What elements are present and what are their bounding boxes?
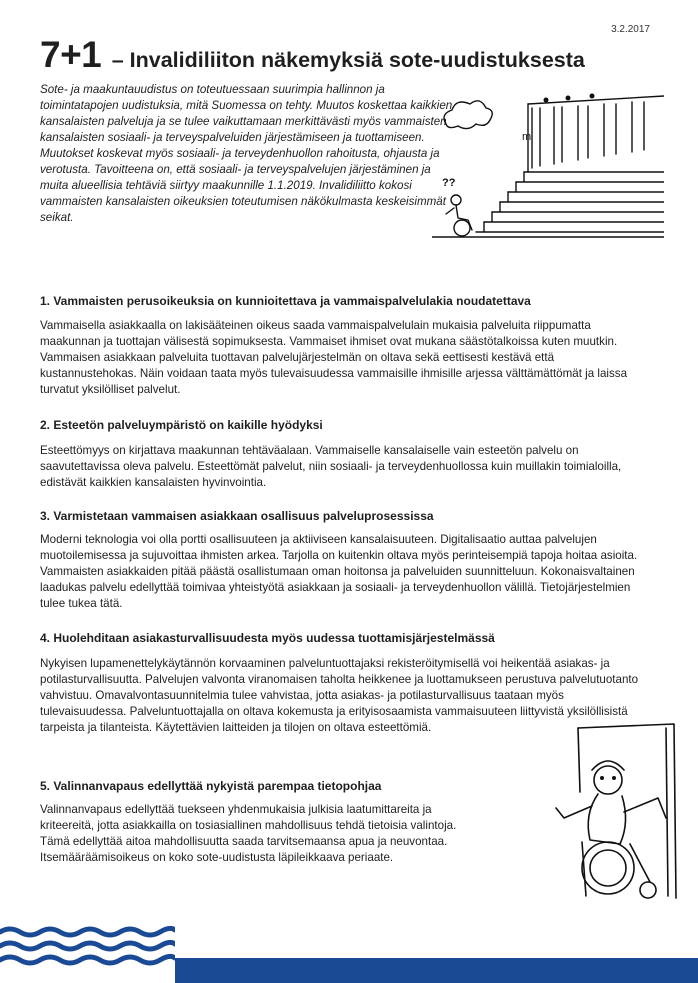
section-2-body: Esteettömyys on kirjattava maakunnan tehtäväalaan. Vammaiselle kansalaiselle vain esteetön palvelu on saavutettavissa oleva palvelu. Esteettömät palvelut, niin sosiaali- ja terveydenhuollossa kuin muillakin toimialoilla, edistävät kaikkien kansalaisten hyvinvointia. — [40, 444, 622, 489]
intro-paragraph: Sote- ja maakuntauudistus on toteutuessaan suurimpia hallinnon ja toimintatapojen uudistuksia, mitä Suomessa on tehty. Muutos koskettaa kaikkien kansalaisten palveluja ja se tulee vaikuttamaan merkittävästi myös vammaisten kansalaisten sosiaali- ja terveyspalveluiden järjestämiseen ja tuottamiseen. Muutokset koskevat myös sosiaali- ja terveydenhuollon rahoitusta, ohjausta ja verotusta. Tavoitteena on, että sosiaali- ja terveyspalvelujen järjestäminen ja muita alueellisia tehtäviä siirtyy maakunnille 1.1.2019. Invalidiliitto kokosi vammaisten kansalaisten oikeuksien toteutumisen näkökulmasta keskeisimmät seikat. — [40, 83, 453, 224]
section-5-body: Valinnanvapaus edellyttää tuekseen yhdenmukaisia julkisia laatumittareita ja kriteereitä, jotta asiakkailla on tosiasiallinen mahdollisuus tehdä tietoisia valintoja. Tämä edellyttää aitoa mahdollisuutta saada tarvitsemaansa apua ja neuvontaa. Itsemääräämisoikeus on koko sote-uudistusta läpileikkaava periaate. — [40, 803, 457, 864]
cloud-icon — [444, 101, 492, 129]
section-1-body: Vammaisella asiakkaalla on lakisääteinen oikeus saada vammaispalvelulain mukaisia palveluita riippumatta maakunnan ja tuottajan välisestä sopimuksesta. Vammaiset ihmiset ovat mukana säästötalkoissa kuten muutkin. Vammaisen asiakkaan palveluita tuottavan palvelujärjestelmän on oltava sekä eettisesti kestävä että kustannustehokas. Näin voidaan taata myös tulevaisuudessa vammaisille ihmisille arjessa välttämättömät ja laissa turvatut yksilölliset palvelut. — [40, 319, 628, 396]
mumble-text: m — [522, 131, 532, 143]
footer-blue-bar — [175, 958, 698, 983]
page-title — [40, 34, 658, 76]
question-marks-text: ?? — [442, 177, 456, 189]
title-number: 7+1 — [40, 34, 102, 75]
section-3-heading: 3. Varmistetaan vammaisen asiakkaan osallisuus palveluprosessissa — [40, 509, 434, 523]
section-1-heading: 1. Vammaisten perusoikeuksia on kunnioitettava ja vammaispalvelulakia noudatettava — [40, 294, 531, 308]
parliament-stairs-illustration — [432, 82, 664, 242]
section-5-heading: 5. Valinnanvapaus edellyttää nykyistä parempaa tietopohjaa — [40, 779, 382, 793]
section-4-heading: 4. Huolehditaan asiakasturvallisuudesta myös uudessa tuottamisjärjestelmässä — [40, 631, 495, 645]
wave-logo — [0, 924, 175, 972]
section-2-heading: 2. Esteetön palveluympäristö on kaikille hyödyksi — [40, 418, 323, 432]
title-text: – Invalidiliiton näkemyksiä sote-uudistuksesta — [111, 48, 585, 72]
document-date: 3.2.2017 — [611, 24, 650, 35]
section-3-body: Moderni teknologia voi olla portti osallisuuteen ja aktiiviseen kansalaisuuteen. Digitalisaatio auttaa palvelujen muotoilemisessa ja sujuvoittaa ihmisten arkea. Tarjolla on kuitenkin oltava myös perinteisempiä tapoja hoitaa asioita. Vammaisten asiakkaiden pitää päästä osallistumaan oman hoitonsa ja palveluiden suunnitteluun. Kokonaisvaltainen laadukas palvelu edellyttää toimivaa yhteistyötä asiakkaan ja sosiaali- ja terveydenhuollon välillä. Tietojärjestelmien tulee tukea tätä. — [40, 533, 638, 610]
section-4-body: Nykyisen lupamenettelykäytännön korvaaminen palveluntuottajaksi rekisteröitymisellä voi heikentää asiakas- ja potilasturvallisuutta. Palvelujen valvonta viranomaisen taholta heikkenee ja luottamukseen perustuva palvelutuotanto vahvistuu. Omavalvontasuunnitelmia tulee vahvistaa, jotta asiakas- ja potilasturvallisuus taataan myös tulevaisuudessa. Palveluntuottajalla on oltava kokemusta ja erityisosaamista vammaisuuteen liittyvistä yksilöllisistä tarpeista ja tilanteista. Käytettävien laitteiden ja tilojen on oltava esteettömiä. — [40, 657, 639, 734]
wheelchair-doorway-illustration — [526, 722, 694, 902]
